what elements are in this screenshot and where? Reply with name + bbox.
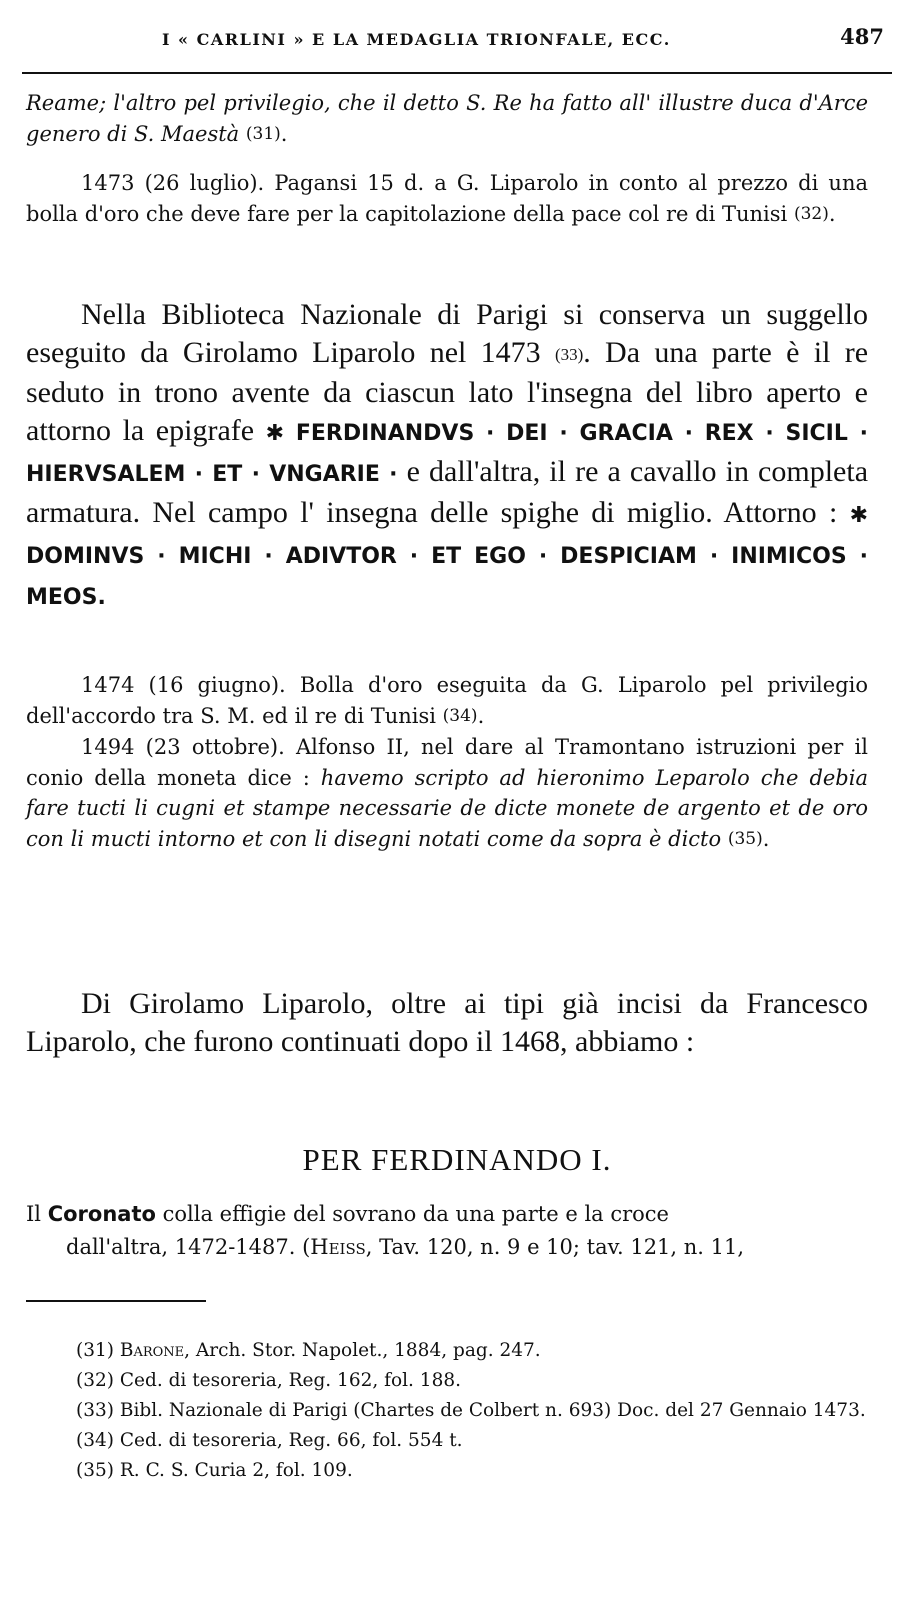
footnote-ref-31: (31) <box>245 123 281 144</box>
page-number: 487 <box>840 24 884 49</box>
catalogue-entry-coronato <box>26 1198 868 1264</box>
footnote-34 <box>26 1426 868 1456</box>
paragraph-text-c: e dall'altra, il re a cavallo in completa armatura. Nel campo l' insegna delle spighe di miglio. Attorno : <box>26 455 869 529</box>
period: . <box>477 703 485 728</box>
page-header <box>22 22 892 52</box>
paragraph-reame <box>26 88 868 149</box>
paragraph-girolamo <box>26 985 868 1061</box>
paragraph-text: Di Girolamo Liparolo, oltre ai tipi già incisi da Francesco Liparolo, che furono continuati dopo il 1468, abbiamo : <box>26 987 868 1058</box>
footnote-number: (35) <box>76 1460 114 1481</box>
paragraph-1474 <box>26 670 868 731</box>
footnote-number: (33) <box>76 1400 114 1421</box>
paragraph-text: 1474 (16 giugno). Bolla d'oro eseguita da G. Liparolo pel privilegio dell'accordo tra S. M. ed il re di Tunisi <box>26 673 868 728</box>
paragraph-text-b: . Da una parte è il re seduto in trono avente da ciascun lato l'insegna del libro aperto e attorno la epigrafe <box>26 336 869 447</box>
paragraph-1494 <box>26 732 868 854</box>
paragraph-1473 <box>26 168 868 229</box>
section-heading: PER FERDINANDO I. <box>302 1142 612 1177</box>
footnote-rule <box>26 1300 206 1302</box>
footnote-35 <box>26 1456 868 1486</box>
quoted-instruction: havemo scripto ad hieronimo Leparolo che debia fare tucti li cugni et stampe necessarie de dicte monete de argento et de oro con li mucti intorno et con li disegni notati come da sopra è dicto <box>26 765 868 851</box>
entry-line-1 <box>26 1198 868 1231</box>
footnote-number: (34) <box>76 1430 114 1451</box>
footnote-text: Ced. di tesoreria, Reg. 66, fol. 554 t. <box>119 1430 463 1451</box>
running-title: I « CARLINI » E LA MEDAGLIA TRIONFALE, ECC. <box>162 30 671 49</box>
period: . <box>762 826 770 851</box>
entry-author: Heiss <box>310 1235 366 1259</box>
paragraph-biblioteca <box>26 296 868 617</box>
footnote-ref-33: (33) <box>554 345 584 364</box>
footnote-33 <box>26 1396 868 1426</box>
paragraph-text: 1473 (26 luglio). Pagansi 15 d. a G. Liparolo in conto al prezzo di una bolla d'oro che deve fare per la capitolazione della pace col re di Tunisi <box>26 171 868 226</box>
footnote-number: (32) <box>76 1370 114 1391</box>
entry-line-2 <box>26 1231 868 1264</box>
entry-term: Coronato <box>47 1202 156 1226</box>
footnote-text: , Arch. Stor. Napolet., 1884, pag. 247. <box>184 1340 541 1361</box>
entry-text: , Tav. 120, n. 9 e 10; tav. 121, n. 11, <box>365 1235 745 1259</box>
footnote-31 <box>26 1336 868 1366</box>
footnote-author: Barone <box>119 1340 185 1361</box>
period: . <box>280 121 288 146</box>
entry-text: colla effigie del sovrano da una parte e la croce <box>162 1202 669 1226</box>
entry-prefix: Il <box>26 1202 42 1226</box>
footnote-32 <box>26 1366 868 1396</box>
footnote-ref-35: (35) <box>727 828 763 849</box>
footnote-text: Bibl. Nazionale di Parigi (Chartes de Colbert n. 693) Doc. del 27 Gennaio 1473. <box>119 1400 866 1421</box>
entry-text: dall'altra, 1472-1487. ( <box>66 1235 311 1259</box>
footnote-text: Ced. di tesoreria, Reg. 162, fol. 188. <box>119 1370 461 1391</box>
header-rule <box>22 72 892 74</box>
footnotes <box>26 1336 868 1486</box>
footnote-ref-34: (34) <box>442 705 478 726</box>
paragraph-text: 1494 (23 ottobre). Alfonso II, nel dare al Tramontano istruzioni per il conio della moneta dice : <box>26 735 868 790</box>
footnote-text: R. C. S. Curia 2, fol. 109. <box>119 1460 353 1481</box>
seal-legend-obverse: ✱ FERDINANDVS · DEI · GRACIA · REX · SICIL · HIERVSALEM · ET · VNGARIE · <box>26 421 868 487</box>
period: . <box>828 201 836 226</box>
seal-legend-reverse: ✱ DOMINVS · MICHI · ADIVTOR · ET EGO · DESPICIAM · INIMICOS · MEOS. <box>26 503 868 610</box>
footnote-number: (31) <box>76 1340 114 1361</box>
paragraph-text-a: Nella Biblioteca Nazionale di Parigi si conserva un suggello eseguito da Girolamo Liparolo nel 1473 <box>26 298 868 369</box>
footnote-ref-32: (32) <box>793 203 829 224</box>
paragraph-text: Reame; l'altro pel privilegio, che il detto S. Re ha fatto all' illustre duca d'Arce genero di S. Maestà <box>26 91 868 146</box>
